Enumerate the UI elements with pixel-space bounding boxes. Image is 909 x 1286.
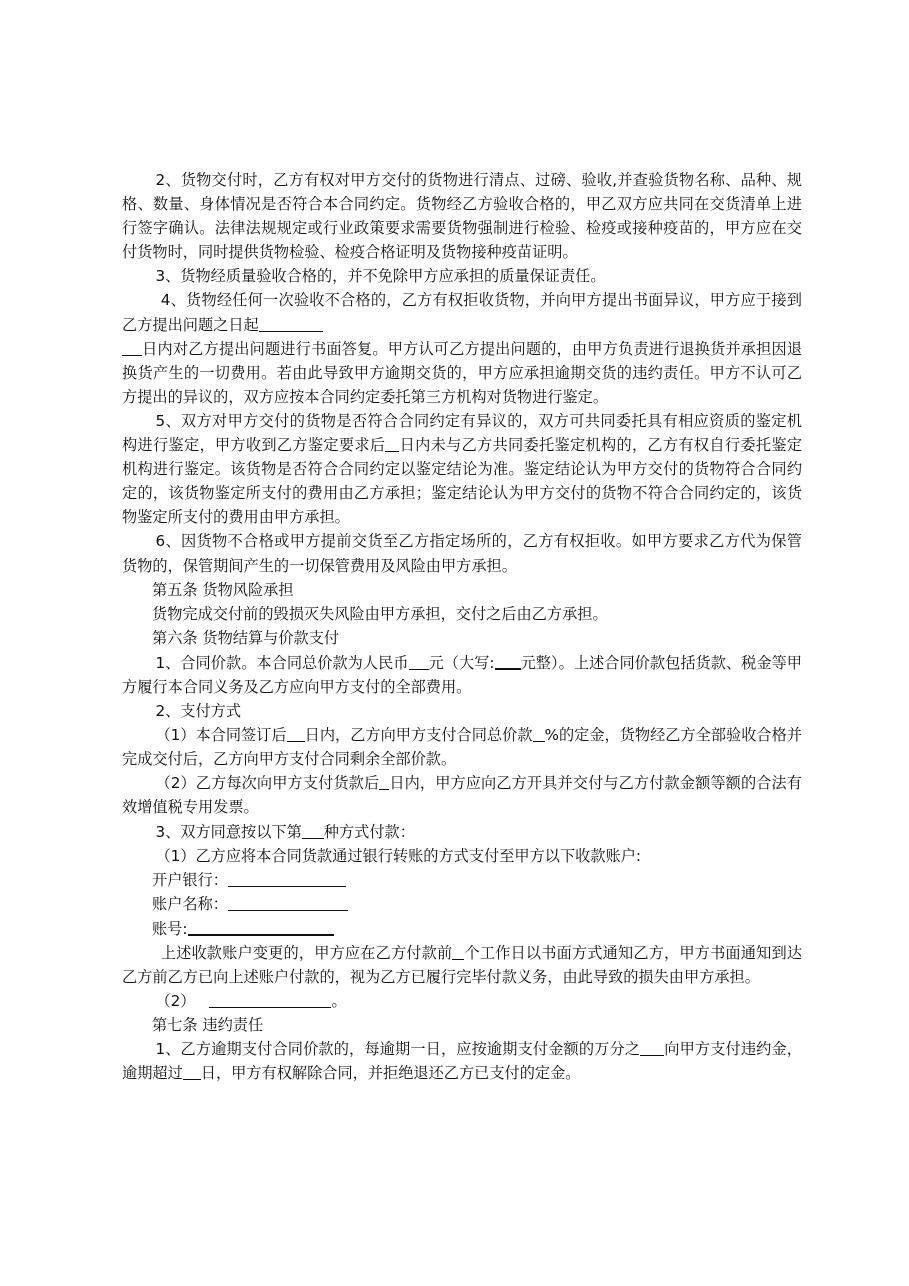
paragraph-deposit [122, 723, 802, 771]
text-segment: 上述收款账户变更的，甲方应在乙方付款前 [160, 944, 453, 962]
heading-article-6: 第六条 货物结算与价款支付 [152, 628, 340, 647]
text-segment: 日内，甲方应向乙方开具并交付与乙方付款金额等额的合法有效增值税专用发票。 [122, 774, 802, 817]
paragraph-risk: 货物完成交付前的毁损灭失风险由甲方承担，交付之后由乙方承担。 [152, 604, 608, 623]
heading-article-5: 第五条 货物风险承担 [152, 580, 294, 599]
blank-field [188, 916, 334, 936]
text-segment: 。 [331, 992, 347, 1011]
paragraph-inspection-failure [122, 288, 802, 336]
blank-field [409, 651, 429, 670]
text-segment: 种方式付款： [323, 822, 415, 841]
paragraph-other-method [122, 989, 802, 1013]
paragraph-inspection-failure-cont [122, 337, 802, 409]
heading-article-7: 第七条 违约责任 [152, 1016, 264, 1035]
blank-field [183, 1061, 201, 1080]
text-segment: 1、乙方逾期支付合同价款的，每逾期一日，应按逾期支付金额的万分之 [155, 1040, 641, 1059]
paragraph-payment-method: 2、支付方式 [155, 702, 242, 721]
paragraph-account-change [122, 941, 802, 989]
account-number-label: 账号: [152, 919, 188, 938]
paragraph-contract-price [122, 650, 802, 699]
text-segment: （2） [155, 992, 196, 1011]
text-segment: 日内对乙方提出问题进行书面答复。甲方认可乙方提出问题的，由甲方负责进行退换货并承担因退换货产生的一切费用。若由此导致甲方逾期交货的，甲方应承担逾期交货的违约责任。甲方不认可乙方提出的异议的，双方应按本合同约定委托第三方机构对货物进行鉴定。 [122, 339, 802, 406]
paragraph-bank-transfer: （1）乙方应将本合同货款通过银行转账的方式支付至甲方以下收款账户: [155, 846, 642, 865]
blank-field [495, 650, 521, 670]
paragraph-delivery-inspection: 2、货物交付时，乙方有权对甲方交付的货物进行清点、过磅、验收,并查验货物名称、品种、规格、数量、身体情况是否符合本合同约定。货物经乙方验收合格的，甲乙双方应共同在交货清单上进行签字确认。法律法规规定或行业政策要求需要货物强制进行检验、检疫或接种疫苗的，甲方应在交付货物时，同时提供货物检验、检疫合格证明及货物接种疫苗证明。 [122, 171, 802, 262]
text-segment: （2）乙方每次向甲方支付货款后 [155, 774, 380, 793]
paragraph-payment-choice [122, 820, 802, 844]
blank-field [640, 1037, 664, 1056]
text-segment: 1、合同价款。本合同总价款为人民币 [155, 653, 409, 672]
blank-field [385, 433, 399, 452]
text-segment: 日，甲方有权解除合同，并拒绝退还乙方已支付的定金。 [200, 1064, 581, 1083]
paragraph-dispute-appraisal [122, 409, 802, 529]
text-segment: （1）本合同签订后 [155, 726, 287, 745]
blank-field [228, 868, 346, 887]
bank-name-line [122, 868, 802, 892]
text-segment: 个工作日以书面方式通知乙方，甲方书面通知到达乙方前乙方已向上述账户付款的，视为乙方已履行完毕付款义务，由此导致的损失由甲方承担。 [122, 944, 803, 987]
paragraph-invoice [122, 771, 802, 819]
text-segment: 元整）。上述合同价款包括货款、税金等甲方履行本合同义务及乙方应向甲方支付的全部费用。 [122, 653, 802, 696]
text-segment: 向甲方支付违约金，逾期超过 [122, 1040, 802, 1083]
bank-name-label: 开户银行： [152, 870, 228, 889]
blank-field [533, 723, 545, 742]
account-number-line [122, 916, 802, 941]
text-segment: 日内，乙方向甲方支付合同总价款 [304, 726, 533, 745]
blank-field [122, 337, 142, 356]
text-segment: 3、双方同意按以下第 [155, 822, 302, 841]
paragraph-late-payment [122, 1037, 802, 1085]
blank-field [452, 941, 464, 960]
account-name-line [122, 892, 802, 916]
blank-field [228, 892, 348, 911]
blank-field [259, 313, 323, 332]
blank-field [379, 771, 389, 790]
document-page [122, 168, 802, 1086]
text-segment: %的定金，货物经乙方全部验收合格并完成交付后，乙方向甲方支付合同剩余全部价款。 [122, 726, 803, 769]
text-segment: 5、双方对甲方交付的货物是否符合合同约定有异议的，双方可共同委托具有相应资质的鉴定机构进行鉴定，甲方收到乙方鉴定要求后 [122, 411, 802, 455]
blank-field [287, 723, 305, 742]
blank-field [209, 989, 331, 1008]
account-name-label: 账户名称： [152, 894, 228, 913]
text-segment: 日内未与乙方共同委托鉴定机构的，乙方有权自行委托鉴定机构进行鉴定。该货物是否符合合同约定以鉴定结论为准。鉴定结论认为甲方交付的货物符合合同约定的，该货物鉴定所支付的费用由乙方承担；鉴定结论认为甲方交付的货物不符合合同约定的，该货物鉴定所支付的费用由甲方承担。 [122, 436, 803, 527]
paragraph-rejection-storage: 6、因货物不合格或甲方提前交货至乙方指定场所的，乙方有权拒收。如甲方要求乙方代为保管货物的，保管期间产生的一切保管费用及风险由甲方承担。 [122, 532, 802, 575]
text-segment: 4、货物经任何一次验收不合格的，乙方有权拒收货物，并向甲方提出书面异议，甲方应于接到乙方提出问题之日起 [122, 291, 802, 334]
blank-field [302, 820, 324, 839]
text-segment: 元（大写: [428, 653, 495, 672]
paragraph-quality-warranty: 3、货物经质量验收合格的，并不免除甲方应承担的质量保证责任。 [155, 267, 606, 286]
